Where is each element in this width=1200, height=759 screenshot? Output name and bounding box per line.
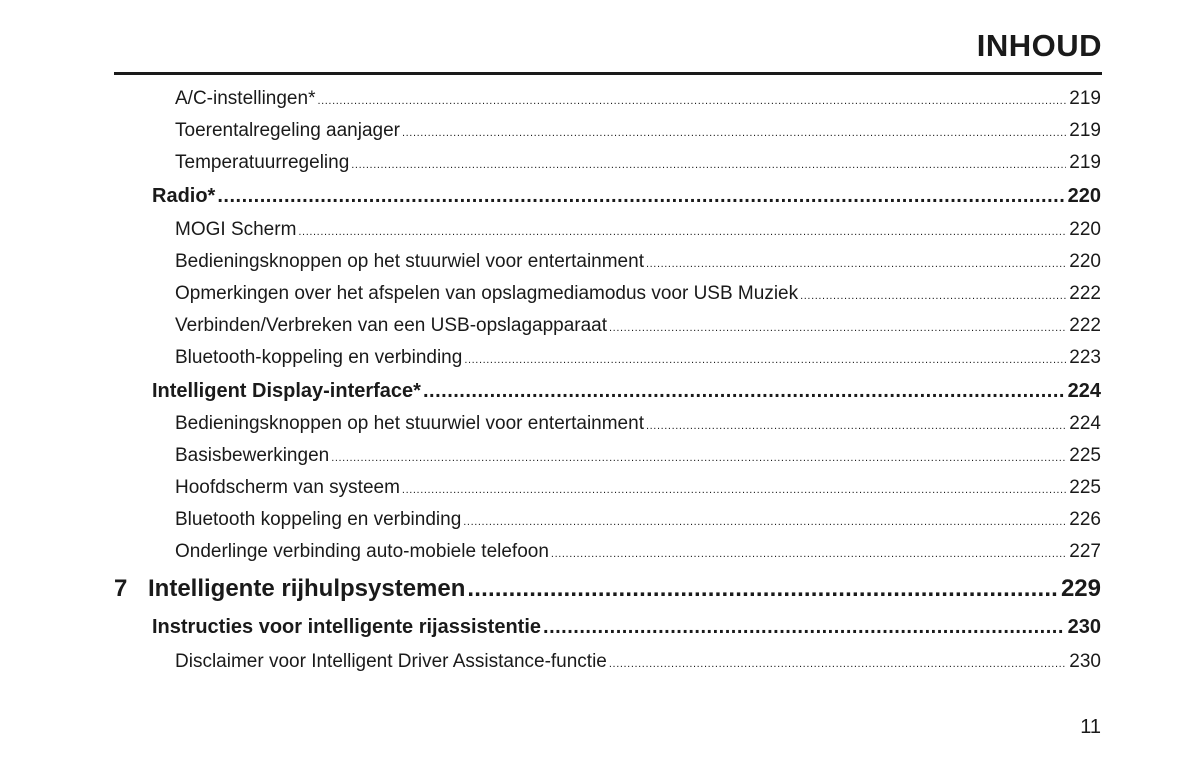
dot-leader	[464, 354, 1066, 366]
dot-leader	[646, 258, 1066, 270]
toc-entry[interactable]	[175, 651, 1101, 673]
toc-entry[interactable]	[175, 152, 1101, 174]
dot-leader	[646, 420, 1066, 432]
toc-entry[interactable]	[175, 219, 1101, 241]
dot-leader	[467, 575, 1058, 603]
toc-entry-page: 223	[1069, 347, 1101, 368]
toc-entry[interactable]	[175, 283, 1101, 305]
toc-entry-page: 227	[1069, 541, 1101, 562]
toc-section-page: 220	[1067, 185, 1101, 207]
page-number: 11	[1080, 716, 1101, 738]
toc-entry-label: Toerentalregeling aanjager	[175, 120, 400, 141]
toc-entry-label: Disclaimer voor Intelligent Driver Assistance-functie	[175, 651, 607, 672]
dot-leader	[331, 452, 1066, 464]
toc-entry[interactable]	[175, 541, 1101, 563]
toc-entry-label: Opmerkingen over het afspelen van opslagmediamodus voor USB Muziek	[175, 283, 799, 304]
dot-leader	[543, 616, 1065, 639]
toc-entry-page: 219	[1069, 120, 1101, 141]
toc-entry[interactable]	[175, 445, 1101, 467]
toc-entry-label: Verbinden/Verbreken van een USB-opslagapparaat	[175, 315, 608, 336]
toc-entry-label: Onderlinge verbinding auto-mobiele telefoon	[175, 541, 549, 562]
toc-entry-page: 226	[1069, 509, 1101, 530]
toc-entry[interactable]	[175, 347, 1101, 369]
toc-section-page: 224	[1067, 380, 1101, 402]
toc-entry-page: 219	[1069, 152, 1101, 173]
toc-section[interactable]	[152, 616, 1101, 639]
dot-leader	[609, 658, 1066, 670]
dot-leader	[423, 380, 1065, 403]
toc-entry-label: MOGI Scherm	[175, 219, 297, 240]
toc-entry-label: Bedieningsknoppen op het stuurwiel voor entertainment	[175, 251, 644, 272]
toc-entry-page: 225	[1069, 477, 1101, 498]
dot-leader	[317, 95, 1066, 107]
toc-entry-page: 224	[1069, 413, 1101, 434]
toc-section-page: 230	[1067, 616, 1101, 638]
toc-entry[interactable]	[175, 477, 1101, 499]
toc-section-label: Instructies voor intelligente rijassistentie	[152, 616, 542, 638]
toc-entry-page: 220	[1069, 219, 1101, 240]
dot-leader	[800, 290, 1066, 302]
toc-section[interactable]	[152, 380, 1101, 403]
toc-entry-label: Bluetooth-koppeling en verbinding	[175, 347, 463, 368]
toc-chapter-number: 7	[114, 575, 128, 602]
toc-entry-label: Temperatuurregeling	[175, 152, 350, 173]
dot-leader	[551, 548, 1066, 560]
toc-entry-label: Basisbewerkingen	[175, 445, 330, 466]
toc-entry-page: 225	[1069, 445, 1101, 466]
toc-section-label: Intelligent Display-interface*	[152, 380, 421, 402]
toc-entry[interactable]	[175, 315, 1101, 337]
dot-leader	[351, 159, 1066, 171]
toc-chapter-label: Intelligente rijhulpsystemen	[148, 575, 466, 602]
toc-entry[interactable]	[175, 413, 1101, 435]
toc-entry-label: A/C-instellingen*	[175, 88, 316, 109]
dot-leader	[609, 322, 1066, 334]
toc-entry-page: 222	[1069, 283, 1101, 304]
toc-entry[interactable]	[175, 88, 1101, 110]
toc-entry-label: Bedieningsknoppen op het stuurwiel voor entertainment	[175, 413, 644, 434]
toc-entry-label: Hoofdscherm van systeem	[175, 477, 400, 498]
dot-leader	[217, 185, 1064, 208]
dot-leader	[463, 516, 1066, 528]
toc-entry-page: 220	[1069, 251, 1101, 272]
dot-leader	[402, 484, 1066, 496]
toc-entry-page: 222	[1069, 315, 1101, 336]
toc-entry-label: Bluetooth koppeling en verbinding	[175, 509, 462, 530]
page-title: INHOUD	[976, 28, 1102, 63]
dot-leader	[298, 226, 1066, 238]
toc-entry[interactable]	[175, 120, 1101, 142]
toc-section-label: Radio*	[152, 185, 216, 207]
toc-chapter[interactable]	[114, 575, 1101, 603]
toc-entry-page: 230	[1069, 651, 1101, 672]
toc-entry-page: 219	[1069, 88, 1101, 109]
toc-section[interactable]	[152, 185, 1101, 208]
toc-entry[interactable]	[175, 509, 1101, 531]
toc-entry[interactable]	[175, 251, 1101, 273]
dot-leader	[402, 127, 1066, 139]
toc-chapter-page: 229	[1060, 575, 1101, 602]
